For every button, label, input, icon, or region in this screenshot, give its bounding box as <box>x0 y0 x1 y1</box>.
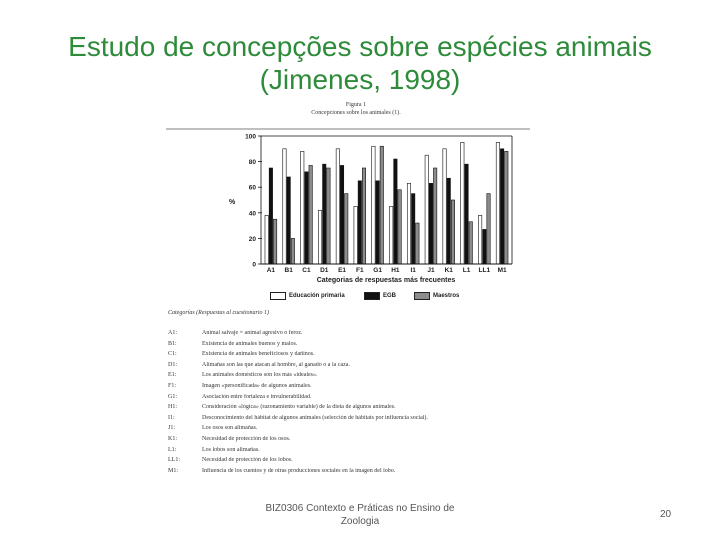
x-tick-label: J1 <box>427 267 435 274</box>
category-row <box>168 372 528 383</box>
bar-I1-series-0 <box>407 183 410 264</box>
x-tick-label: L1 <box>462 267 471 274</box>
title-line-2: (Jimenes, 1998) <box>259 64 461 95</box>
bar-L1-series-2 <box>469 222 472 264</box>
category-row <box>168 425 528 436</box>
y-tick-label: 40 <box>248 210 256 218</box>
x-tick-label: I1 <box>410 267 416 274</box>
category-description: Existencia de animales beneficiosos y dañinos. <box>202 351 315 358</box>
x-axis <box>267 267 507 274</box>
bar-M1-series-0 <box>496 142 499 264</box>
categories-list <box>168 330 528 478</box>
category-code: L1: <box>168 446 177 453</box>
y-tick-label: 60 <box>248 184 256 192</box>
bar-C1-series-1 <box>305 172 308 264</box>
category-description: Necesidad de protección de los lobos. <box>202 457 293 464</box>
y-tick-label: 80 <box>248 159 256 167</box>
bar-F1-series-0 <box>354 206 357 264</box>
bar-J1-series-0 <box>425 155 428 264</box>
bar-H1-series-2 <box>398 190 401 264</box>
x-tick-label: E1 <box>338 267 347 274</box>
category-row <box>168 404 528 415</box>
bar-L1-series-1 <box>465 164 468 264</box>
bar-M1-series-1 <box>500 149 503 264</box>
category-code: E1: <box>168 372 177 379</box>
category-code: B1: <box>168 340 177 347</box>
x-tick-label: H1 <box>391 267 400 274</box>
legend-swatch-maestros <box>414 292 430 300</box>
bar-B1-series-0 <box>283 149 286 264</box>
category-description: Los animales domésticos son los más «ideales». <box>202 372 318 379</box>
figure-caption: Concepciones sobre los animales (1). <box>311 110 401 116</box>
bar-H1-series-1 <box>394 159 397 264</box>
bar-D1-series-1 <box>323 164 326 264</box>
x-tick-label: D1 <box>320 267 329 274</box>
category-row <box>168 341 528 352</box>
x-tick-label: LL1 <box>478 267 491 274</box>
x-tick-label: C1 <box>302 267 311 274</box>
category-code: K1: <box>168 435 177 442</box>
bar-K1-series-2 <box>451 200 454 264</box>
legend-swatch-primaria <box>270 292 286 300</box>
title-line-1: Estudo de concepções sobre espécies animais <box>68 31 652 62</box>
bar-M1-series-2 <box>505 151 508 264</box>
category-code: G1: <box>168 393 177 400</box>
legend-label-maestros: Maestros <box>433 293 460 299</box>
bar-A1-series-1 <box>269 168 272 264</box>
bar-LL1-series-0 <box>478 215 481 264</box>
category-description: Desconocimiento del hábitat de algunos animales (selección de hábitats por influencia social). <box>202 414 428 421</box>
bar-LL1-series-1 <box>483 229 486 264</box>
category-row <box>168 447 528 458</box>
legend-swatch-egb <box>364 292 380 300</box>
category-description: Imagen «personificada» de algunos animales. <box>202 382 312 389</box>
y-tick-label: 20 <box>248 235 256 243</box>
bar-I1-series-1 <box>411 194 414 264</box>
bar-C1-series-0 <box>301 151 304 264</box>
category-code: M1: <box>168 467 179 474</box>
bar-G1-series-2 <box>380 146 383 264</box>
y-axis-label: % <box>229 199 236 206</box>
category-row <box>168 468 528 479</box>
category-row <box>168 330 528 341</box>
bar-I1-series-2 <box>416 223 419 264</box>
x-tick-label: G1 <box>373 267 382 274</box>
category-code: LL1: <box>168 457 180 464</box>
category-code: D1: <box>168 361 177 368</box>
bar-H1-series-0 <box>389 206 392 264</box>
legend-label-egb: EGB <box>383 293 397 299</box>
category-description: Existencia de animales buenos y malos. <box>202 340 298 347</box>
category-description: Influencia de los cuentos y de otras producciones sociales en la imagen del lobo. <box>202 467 396 474</box>
category-code: J1: <box>168 425 176 432</box>
slide-title <box>30 30 690 96</box>
bar-F1-series-2 <box>362 168 365 264</box>
category-row <box>168 436 528 447</box>
category-description: Los lobos son alimañas. <box>202 446 260 453</box>
category-code: H1: <box>168 404 177 411</box>
bar-B1-series-1 <box>287 177 290 264</box>
category-row <box>168 415 528 426</box>
figure-label: Figura 1 <box>345 102 367 108</box>
legend-item-primaria <box>270 292 345 300</box>
bar-D1-series-0 <box>318 210 321 264</box>
category-code: I1: <box>168 414 175 421</box>
bar-L1-series-0 <box>461 142 464 264</box>
category-description: Necesidad de protección de los osos. <box>202 435 291 442</box>
bar-J1-series-1 <box>429 183 432 264</box>
category-description: Animal salvaje = animal agresivo o feroz. <box>202 330 303 336</box>
category-description: Asociación entre fortaleza e invulnerabilidad. <box>202 393 312 400</box>
bar-E1-series-2 <box>345 194 348 264</box>
bar-K1-series-0 <box>443 149 446 264</box>
bar-B1-series-2 <box>291 238 294 264</box>
x-tick-label: A1 <box>266 267 276 274</box>
x-tick-label: M1 <box>497 267 507 274</box>
bar-F1-series-1 <box>358 181 361 264</box>
bar-A1-series-0 <box>265 215 268 264</box>
category-row <box>168 362 528 373</box>
bar-K1-series-1 <box>447 178 450 264</box>
x-tick-label: K1 <box>444 267 453 274</box>
bar-E1-series-1 <box>340 165 343 264</box>
category-row <box>168 457 528 468</box>
legend-item-egb <box>364 292 396 300</box>
bar-chart <box>166 100 530 290</box>
bar-E1-series-0 <box>336 149 339 264</box>
y-tick-label: 100 <box>245 133 256 141</box>
bar-G1-series-0 <box>372 146 375 264</box>
category-row <box>168 351 528 362</box>
bar-D1-series-2 <box>327 168 330 264</box>
bar-C1-series-2 <box>309 165 312 264</box>
y-axis <box>245 134 262 269</box>
bar-LL1-series-2 <box>487 194 490 264</box>
footer-course: BIZ0306 Contexto e Práticas no Ensino de Zoologia <box>265 503 455 527</box>
bar-A1-series-2 <box>273 219 276 264</box>
category-description: Consideración «lógica» (razonamiento variable) de la dieta de algunos animales. <box>202 404 396 411</box>
x-tick-label: B1 <box>284 267 293 274</box>
category-code: C1: <box>168 351 177 358</box>
category-description: Alimañas son las que atacan al hombre, al ganado o a la caza. <box>202 361 350 368</box>
x-tick-label: F1 <box>356 267 364 274</box>
page-number: 20 <box>660 509 672 520</box>
category-description: Los osos son alimañas. <box>202 425 258 432</box>
scanned-figure <box>166 100 530 495</box>
categories-heading: Categorías (Respuestas al cuestionario 1) <box>168 310 269 316</box>
category-row <box>168 383 528 394</box>
bar-G1-series-1 <box>376 181 379 264</box>
y-tick-label: 0 <box>252 261 256 269</box>
bars-layer <box>265 142 508 264</box>
category-row <box>168 394 528 405</box>
x-axis-label: Categorias de respuestas más frecuentes <box>316 277 456 284</box>
legend-label-primaria: Educación primaria <box>289 293 345 299</box>
legend-item-maestros <box>414 292 459 300</box>
bar-J1-series-2 <box>433 168 436 264</box>
category-code: A1: <box>168 330 177 336</box>
category-code: F1: <box>168 382 177 389</box>
